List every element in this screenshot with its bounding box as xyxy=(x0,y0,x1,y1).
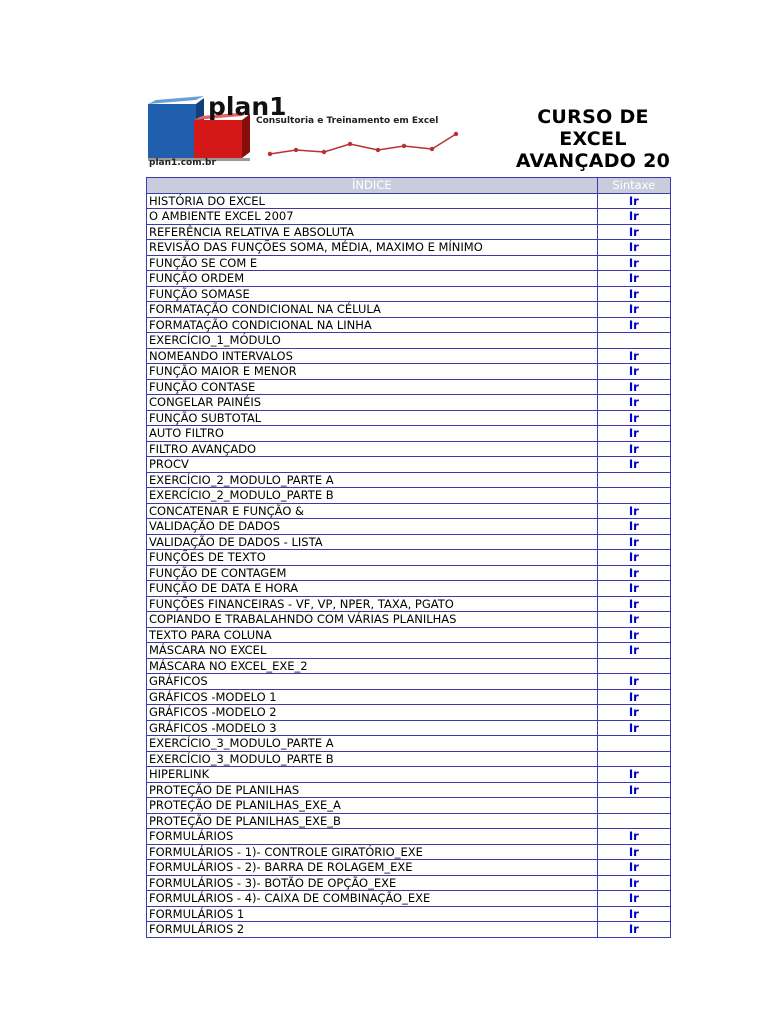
go-link[interactable]: Ir xyxy=(597,705,670,721)
topic-cell: FILTRO AVANÇADO xyxy=(147,441,598,457)
table-row xyxy=(147,798,671,814)
topic-cell: FORMULÁRIOS - 1)- CONTROLE GIRATÓRIO_EXE xyxy=(147,844,598,860)
table-row xyxy=(147,596,671,612)
topic-cell: FUNÇÃO ORDEM xyxy=(147,271,598,287)
topic-cell: EXERCÍCIO_3_MODULO_PARTE A xyxy=(147,736,598,752)
topic-cell: FUNÇÃO CONTASE xyxy=(147,379,598,395)
topic-cell: MÁSCARA NO EXCEL xyxy=(147,643,598,659)
table-row xyxy=(147,472,671,488)
topic-cell: AUTO FILTRO xyxy=(147,426,598,442)
topic-cell: PROTEÇÃO DE PLANILHAS_EXE_B xyxy=(147,813,598,829)
go-link[interactable]: Ir xyxy=(597,441,670,457)
topic-cell: COPIANDO E TRABALAHNDO COM VÁRIAS PLANILHAS xyxy=(147,612,598,628)
topic-cell: REFERÊNCIA RELATIVA E ABSOLUTA xyxy=(147,224,598,240)
table-row xyxy=(147,674,671,690)
table-row xyxy=(147,224,671,240)
go-link[interactable]: Ir xyxy=(597,410,670,426)
table-row xyxy=(147,348,671,364)
go-link[interactable]: Ir xyxy=(597,534,670,550)
table-row xyxy=(147,534,671,550)
header-index: ÍNDICE xyxy=(147,178,598,194)
table-row xyxy=(147,906,671,922)
empty-link-cell xyxy=(597,333,670,349)
topic-cell: PROTEÇÃO DE PLANILHAS xyxy=(147,782,598,798)
topic-cell: GRÁFICOS -MODELO 3 xyxy=(147,720,598,736)
table-row xyxy=(147,689,671,705)
go-link[interactable]: Ir xyxy=(597,782,670,798)
go-link[interactable]: Ir xyxy=(597,317,670,333)
table-row xyxy=(147,612,671,628)
go-link[interactable]: Ir xyxy=(597,860,670,876)
go-link[interactable]: Ir xyxy=(597,875,670,891)
topic-cell: FUNÇÃO SUBTOTAL xyxy=(147,410,598,426)
table-row xyxy=(147,922,671,938)
topic-cell: GRÁFICOS -MODELO 2 xyxy=(147,705,598,721)
table-row xyxy=(147,565,671,581)
topic-cell: HISTÓRIA DO EXCEL xyxy=(147,193,598,209)
empty-link-cell xyxy=(597,488,670,504)
table-row xyxy=(147,658,671,674)
topic-cell: EXERCÍCIO_2_MODULO_PARTE A xyxy=(147,472,598,488)
go-link[interactable]: Ir xyxy=(597,922,670,938)
table-row xyxy=(147,379,671,395)
go-link[interactable]: Ir xyxy=(597,829,670,845)
go-link[interactable]: Ir xyxy=(597,364,670,380)
topic-cell: EXERCÍCIO_1_MÓDULO xyxy=(147,333,598,349)
table-row xyxy=(147,627,671,643)
table-row xyxy=(147,333,671,349)
table-row xyxy=(147,751,671,767)
table-row xyxy=(147,844,671,860)
go-link[interactable]: Ir xyxy=(597,550,670,566)
topic-cell: FUNÇÃO MAIOR E MENOR xyxy=(147,364,598,380)
go-link[interactable]: Ir xyxy=(597,565,670,581)
logo-tagline: Consultoria e Treinamento em Excel xyxy=(256,116,439,126)
topic-cell: FORMULÁRIOS - 4)- CAIXA DE COMBINAÇÃO_EXE xyxy=(147,891,598,907)
topic-cell: EXERCÍCIO_2_MODULO_PARTE B xyxy=(147,488,598,504)
go-link[interactable]: Ir xyxy=(597,286,670,302)
topic-cell: FORMATAÇÃO CONDICIONAL NA CÉLULA xyxy=(147,302,598,318)
empty-link-cell xyxy=(597,751,670,767)
go-link[interactable]: Ir xyxy=(597,271,670,287)
table-row xyxy=(147,271,671,287)
table-row xyxy=(147,209,671,225)
topic-cell: HIPERLINK xyxy=(147,767,598,783)
topic-cell: EXERCÍCIO_3_MODULO_PARTE B xyxy=(147,751,598,767)
table-row xyxy=(147,891,671,907)
topic-cell: FORMATAÇÃO CONDICIONAL NA LINHA xyxy=(147,317,598,333)
table-row xyxy=(147,767,671,783)
go-link[interactable]: Ir xyxy=(597,426,670,442)
topic-cell: NOMEANDO INTERVALOS xyxy=(147,348,598,364)
topic-cell: GRÁFICOS xyxy=(147,674,598,690)
table-row xyxy=(147,860,671,876)
topic-cell: FUNÇÕES DE TEXTO xyxy=(147,550,598,566)
table-row xyxy=(147,705,671,721)
topic-cell: FUNÇÃO SOMASE xyxy=(147,286,598,302)
go-link[interactable]: Ir xyxy=(597,581,670,597)
table-header-row xyxy=(147,178,671,194)
go-link[interactable]: Ir xyxy=(597,255,670,271)
plan1-logo xyxy=(146,94,476,170)
go-link[interactable]: Ir xyxy=(597,767,670,783)
topic-cell: FUNÇÕES FINANCEIRAS - VF, VP, NPER, TAXA, PGATO xyxy=(147,596,598,612)
go-link[interactable]: Ir xyxy=(597,457,670,473)
topic-cell: CONCATENAR E FUNÇÃO & xyxy=(147,503,598,519)
topic-cell: FORMULÁRIOS xyxy=(147,829,598,845)
table-row xyxy=(147,875,671,891)
topic-cell: REVISÃO DAS FUNÇÕES SOMA, MÉDIA, MAXIMO E MÍNIMO xyxy=(147,240,598,256)
go-link[interactable]: Ir xyxy=(597,720,670,736)
topic-cell: FUNÇÃO DE CONTAGEM xyxy=(147,565,598,581)
table-row xyxy=(147,240,671,256)
table-row xyxy=(147,317,671,333)
table-row xyxy=(147,255,671,271)
go-link[interactable]: Ir xyxy=(597,674,670,690)
logo-brand: plan1 xyxy=(208,92,287,121)
table-row xyxy=(147,643,671,659)
go-link[interactable]: Ir xyxy=(597,302,670,318)
header-syntax: Sintaxe xyxy=(597,178,670,194)
table-row xyxy=(147,364,671,380)
table-row xyxy=(147,302,671,318)
topic-cell: PROCV xyxy=(147,457,598,473)
table-row xyxy=(147,286,671,302)
go-link[interactable]: Ir xyxy=(597,193,670,209)
table-row xyxy=(147,782,671,798)
go-link[interactable]: Ir xyxy=(597,891,670,907)
logo-site: plan1.com.br xyxy=(149,158,216,168)
go-link[interactable]: Ir xyxy=(597,596,670,612)
table-row xyxy=(147,829,671,845)
go-link[interactable]: Ir xyxy=(597,395,670,411)
go-link[interactable]: Ir xyxy=(597,209,670,225)
empty-link-cell xyxy=(597,736,670,752)
table-row xyxy=(147,813,671,829)
go-link[interactable]: Ir xyxy=(597,643,670,659)
topic-cell: VALIDAÇÃO DE DADOS - LISTA xyxy=(147,534,598,550)
topic-cell: FORMULÁRIOS - 3)- BOTÃO DE OPÇÃO_EXE xyxy=(147,875,598,891)
table-row xyxy=(147,488,671,504)
go-link[interactable]: Ir xyxy=(597,224,670,240)
topic-cell: GRÁFICOS -MODELO 1 xyxy=(147,689,598,705)
course-title-line1: CURSO DE xyxy=(537,106,649,128)
table-row xyxy=(147,441,671,457)
go-link[interactable]: Ir xyxy=(597,612,670,628)
topic-cell: CONGELAR PAINÉIS xyxy=(147,395,598,411)
table-row xyxy=(147,519,671,535)
empty-link-cell xyxy=(597,658,670,674)
go-link[interactable]: Ir xyxy=(597,503,670,519)
topic-cell: VALIDAÇÃO DE DADOS xyxy=(147,519,598,535)
go-link[interactable]: Ir xyxy=(597,519,670,535)
topic-cell: MÁSCARA NO EXCEL_EXE_2 xyxy=(147,658,598,674)
table-row xyxy=(147,581,671,597)
table-row xyxy=(147,720,671,736)
table-row xyxy=(147,193,671,209)
go-link[interactable]: Ir xyxy=(597,906,670,922)
topic-cell: TEXTO PARA COLUNA xyxy=(147,627,598,643)
topic-cell: FORMULÁRIOS 1 xyxy=(147,906,598,922)
table-row xyxy=(147,457,671,473)
empty-link-cell xyxy=(597,798,670,814)
empty-link-cell xyxy=(597,813,670,829)
empty-link-cell xyxy=(597,472,670,488)
go-link[interactable]: Ir xyxy=(597,379,670,395)
go-link[interactable]: Ir xyxy=(597,844,670,860)
course-title xyxy=(508,106,678,172)
topic-cell: FORMULÁRIOS - 2)- BARRA DE ROLAGEM_EXE xyxy=(147,860,598,876)
table-body xyxy=(147,193,671,937)
table-row xyxy=(147,426,671,442)
course-title-line2: EXCEL xyxy=(559,128,627,150)
go-link[interactable]: Ir xyxy=(597,689,670,705)
topic-cell: O AMBIENTE EXCEL 2007 xyxy=(147,209,598,225)
go-link[interactable]: Ir xyxy=(597,348,670,364)
table-row xyxy=(147,395,671,411)
table-row xyxy=(147,503,671,519)
topic-cell: PROTEÇÃO DE PLANILHAS_EXE_A xyxy=(147,798,598,814)
topic-cell: FUNÇÃO DE DATA E HORA xyxy=(147,581,598,597)
course-title-line3: AVANÇADO 20 xyxy=(515,150,671,172)
table-row xyxy=(147,736,671,752)
topic-cell: FORMULÁRIOS 2 xyxy=(147,922,598,938)
table-row xyxy=(147,410,671,426)
go-link[interactable]: Ir xyxy=(597,240,670,256)
table-row xyxy=(147,550,671,566)
index-table xyxy=(146,177,671,938)
go-link[interactable]: Ir xyxy=(597,627,670,643)
topic-cell: FUNÇÃO SE COM E xyxy=(147,255,598,271)
